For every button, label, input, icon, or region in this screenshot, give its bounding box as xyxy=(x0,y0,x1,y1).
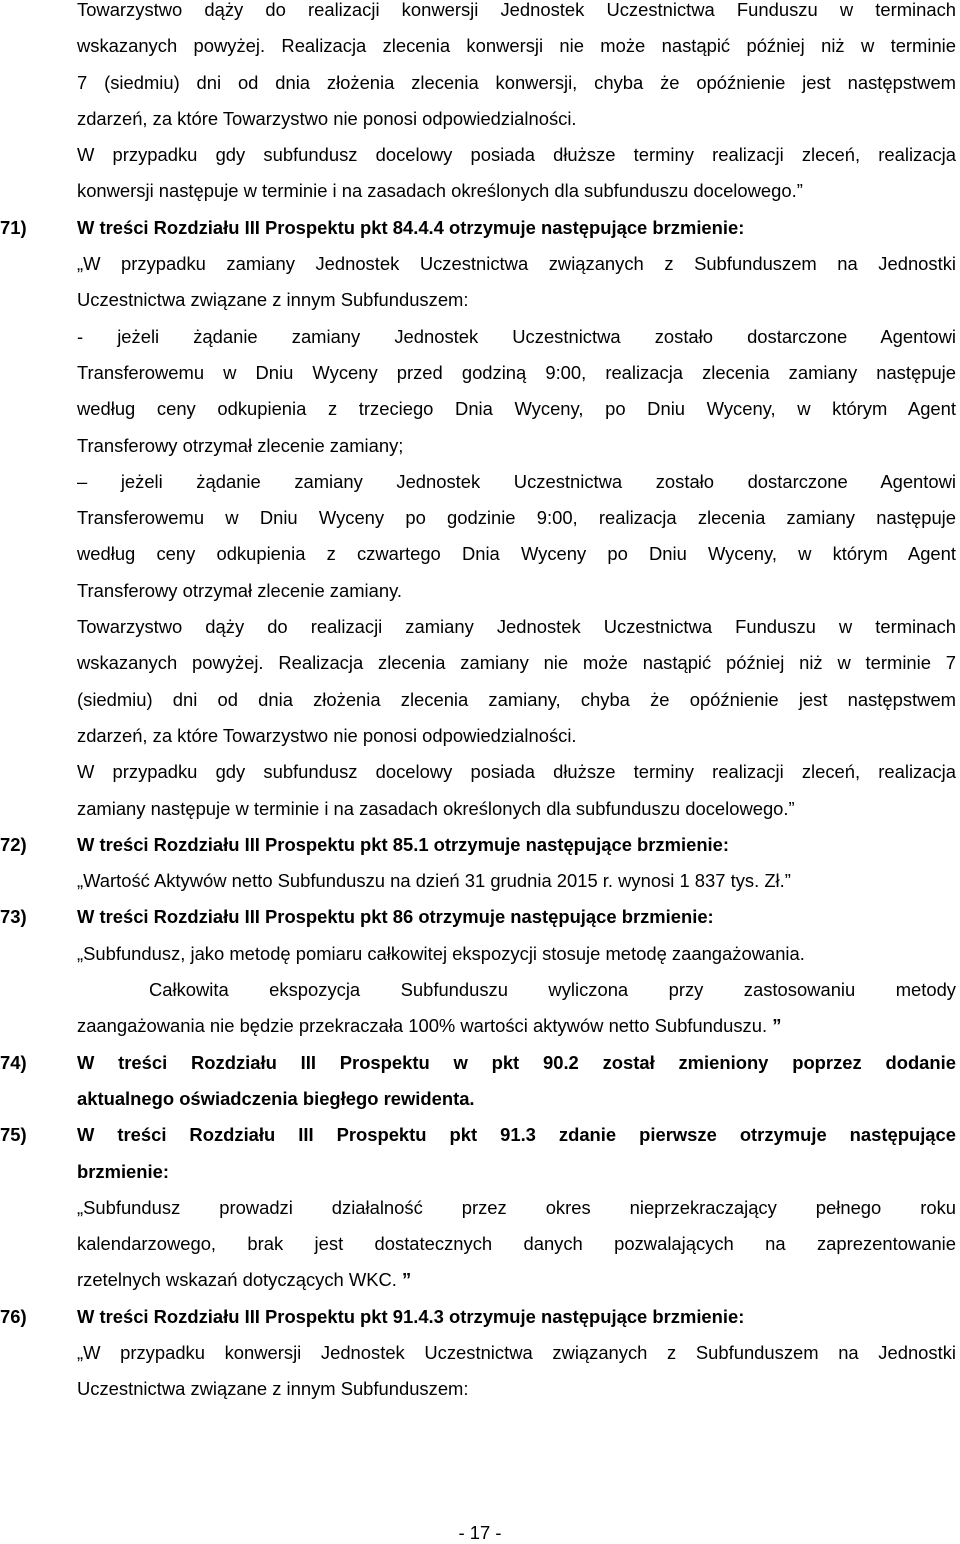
item-75-body xyxy=(77,1190,956,1299)
text-line: zamiany następuje w terminie i na zasadach określonych dla subfunduszu docelowego.” xyxy=(77,797,795,819)
text-line: zdarzeń, za które Towarzystwo nie ponosi odpowiedzialności. xyxy=(77,724,577,746)
amendment-item-73 xyxy=(0,899,960,935)
text-line xyxy=(77,1262,956,1298)
item-heading-line: brzmienie: xyxy=(77,1160,169,1182)
text-line: kalendarzowego, brak jest dostatecznych danych pozwalających na zaprezentowanie xyxy=(77,1233,956,1255)
amendment-item-75 xyxy=(0,1117,960,1190)
text-line: „W przypadku zamiany Jednostek Uczestnictwa związanych z Subfunduszem na Jednostki xyxy=(77,253,956,275)
item-71-body xyxy=(77,246,956,827)
amendment-item-72 xyxy=(0,827,960,863)
item-72-body xyxy=(77,863,956,899)
text-line: Transferowy otrzymał zlecenie zamiany; xyxy=(77,434,404,456)
text-line: Towarzystwo dąży do realizacji konwersji Jednostek Uczestnictwa Funduszu w terminach xyxy=(77,0,956,20)
text-line: wskazanych powyżej. Realizacja zlecenia zamiany nie może nastąpić później niż w terminie 7 xyxy=(77,652,956,674)
top-continuation-block xyxy=(77,0,956,210)
item-heading: W treści Rozdziału III Prospektu pkt 85.1 otrzymuje następujące brzmienie: xyxy=(77,833,730,855)
text-line: „Wartość Aktywów netto Subfunduszu na dzień 31 grudnia 2015 r. wynosi 1 837 tys. Zł.” xyxy=(77,870,791,892)
amendment-item-71 xyxy=(0,210,960,246)
text-line: (siedmiu) dni od dnia złożenia zlecenia zamiany, chyba że opóźnienie jest następstwem xyxy=(77,688,956,710)
item-heading-line: aktualnego oświadczenia biegłego rewidenta. xyxy=(77,1087,475,1109)
item-number: 76) xyxy=(0,1305,27,1327)
amendment-item-74 xyxy=(0,1045,960,1118)
text-line: Uczestnictwa związane z innym Subfunduszem: xyxy=(77,289,469,311)
text-line xyxy=(77,1008,956,1044)
text-line: „Subfundusz, jako metodę pomiaru całkowitej ekspozycji stosuje metodę zaangażowania. xyxy=(77,942,805,964)
text-line: – jeżeli żądanie zamiany Jednostek Uczestnictwa zostało dostarczone Agentowi xyxy=(77,470,956,492)
text-line: Towarzystwo dąży do realizacji zamiany Jednostek Uczestnictwa Funduszu w terminach xyxy=(77,616,956,638)
text-line: W przypadku gdy subfundusz docelowy posiada dłuższe terminy realizacji zleceń, realizacja xyxy=(77,761,956,783)
item-number: 73) xyxy=(0,906,27,928)
amendment-item-76 xyxy=(0,1299,960,1335)
text-run: zaangażowania nie będzie przekraczała 100% wartości aktywów netto Subfunduszu. xyxy=(77,1015,768,1037)
item-number: 74) xyxy=(0,1051,27,1073)
item-heading-line: W treści Rozdziału III Prospektu w pkt 90.2 został zmieniony poprzez dodanie xyxy=(77,1051,956,1073)
text-line: - jeżeli żądanie zamiany Jednostek Uczestnictwa zostało dostarczone Agentowi xyxy=(77,325,956,347)
item-number: 72) xyxy=(0,833,27,855)
item-73-body xyxy=(77,936,956,1045)
item-number: 71) xyxy=(0,216,27,238)
text-line: Transferowy otrzymał zlecenie zamiany. xyxy=(77,579,403,601)
item-heading: W treści Rozdziału III Prospektu pkt 84.4.4 otrzymuje następujące brzmienie: xyxy=(77,216,745,238)
closing-quote: ” xyxy=(772,1015,782,1037)
text-line: W przypadku gdy subfundusz docelowy posiada dłuższe terminy realizacji zleceń, realizacja xyxy=(77,144,956,166)
closing-quote: ” xyxy=(402,1269,412,1291)
text-line: Transferowemu w Dniu Wyceny po godzinie 9:00, realizacja zlecenia zamiany następuje xyxy=(77,507,956,529)
item-heading: W treści Rozdziału III Prospektu pkt 91.4.3 otrzymuje następujące brzmienie: xyxy=(77,1305,745,1327)
text-line: konwersji następuje w terminie i na zasadach określonych dla subfunduszu docelowego.” xyxy=(77,180,803,202)
text-run: rzetelnych wskazań dotyczących WKC. xyxy=(77,1269,397,1291)
text-line: „W przypadku konwersji Jednostek Uczestnictwa związanych z Subfunduszem na Jednostki xyxy=(77,1341,956,1363)
text-line: Transferowemu w Dniu Wyceny przed godziną 9:00, realizacja zlecenia zamiany następuje xyxy=(77,361,956,383)
text-line: „Subfundusz prowadzi działalność przez okres nieprzekraczający pełnego roku xyxy=(77,1196,956,1218)
text-line: według ceny odkupienia z trzeciego Dnia Wyceny, po Dniu Wyceny, w którym Agent xyxy=(77,398,956,420)
text-line: Uczestnictwa związane z innym Subfunduszem: xyxy=(77,1378,469,1400)
text-line: według ceny odkupienia z czwartego Dnia Wyceny po Dniu Wyceny, w którym Agent xyxy=(77,543,956,565)
item-number: 75) xyxy=(0,1124,27,1146)
page-number: - 17 - xyxy=(458,1522,502,1543)
text-line: Całkowita ekspozycja Subfunduszu wyliczona przy zastosowaniu metody xyxy=(149,979,956,1001)
text-line: wskazanych powyżej. Realizacja zlecenia konwersji nie może nastąpić później niż w terminie xyxy=(77,35,956,57)
item-heading-line: W treści Rozdziału III Prospektu pkt 91.3 zdanie pierwsze otrzymuje następujące xyxy=(77,1124,956,1146)
item-heading: W treści Rozdziału III Prospektu pkt 86 otrzymuje następujące brzmienie: xyxy=(77,906,714,928)
text-line: 7 (siedmiu) dni od dnia złożenia zlecenia konwersji, chyba że opóźnienie jest następstwem xyxy=(77,71,956,93)
item-76-body xyxy=(77,1335,956,1408)
text-line: zdarzeń, za które Towarzystwo nie ponosi odpowiedzialności. xyxy=(77,107,577,129)
